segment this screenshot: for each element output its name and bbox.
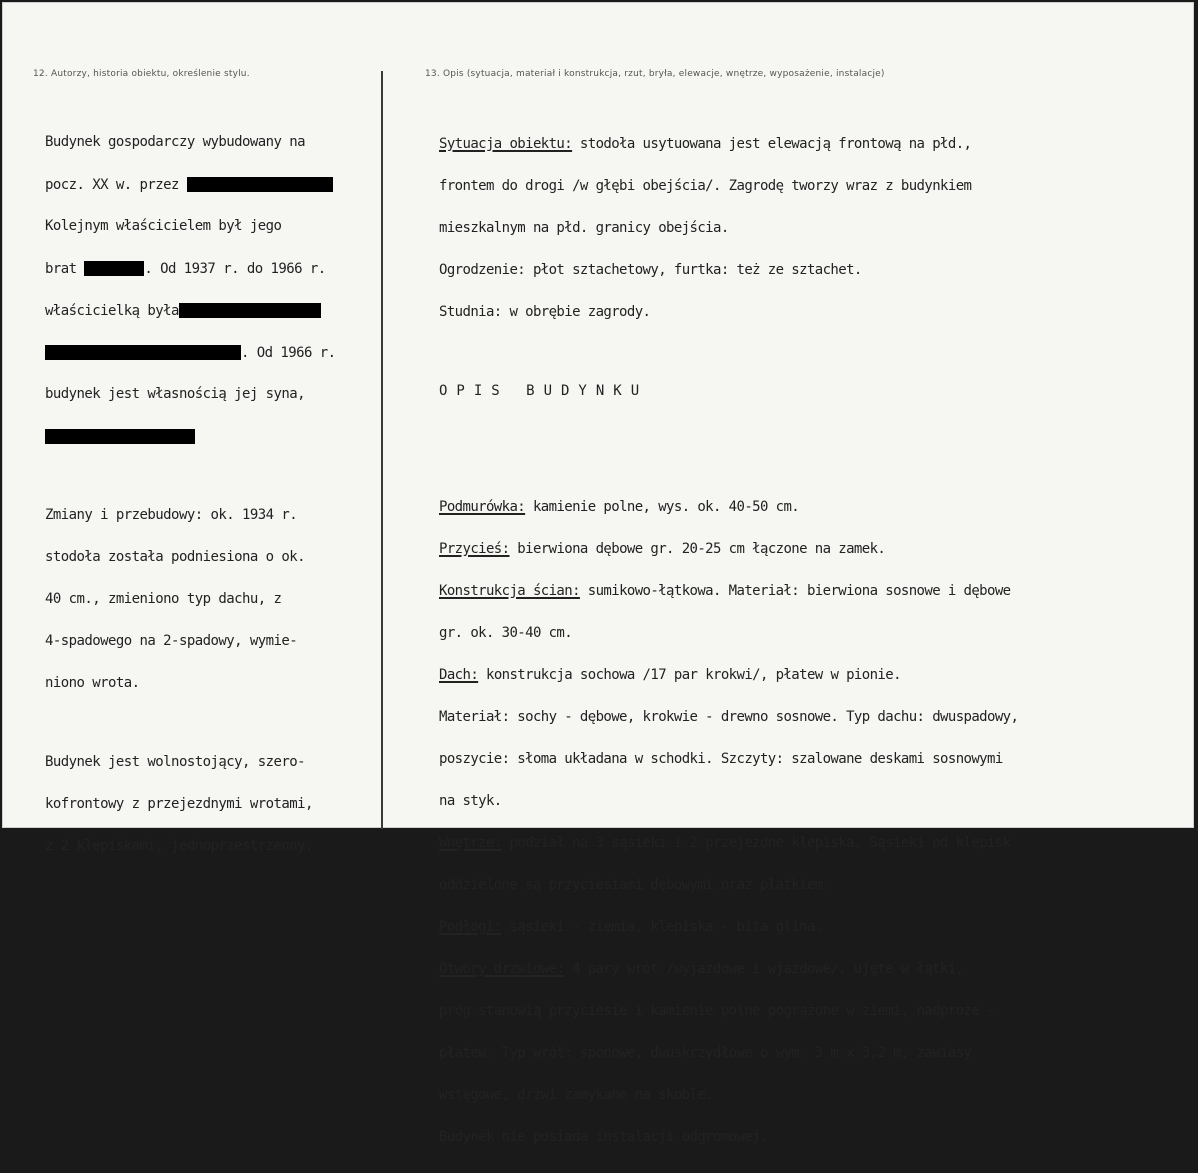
text-span: Zmiany i przebudowy: ok. 1934 r. xyxy=(45,507,298,523)
text-line xyxy=(439,179,1018,193)
text-line xyxy=(45,676,336,690)
text-line xyxy=(439,710,1018,724)
text-line xyxy=(439,1046,1018,1060)
field-label: Przycieś: xyxy=(439,541,510,557)
text-span: sumikowo-łątkowa. Materiał: bierwiona sosnowe i dębowe xyxy=(579,583,1011,599)
text-span: . Od 1966 r. xyxy=(241,345,336,361)
text-span: bierwiona dębowe gr. 20-25 cm łączone na zamek. xyxy=(509,541,886,557)
text-span: właścicielką była xyxy=(45,303,179,319)
text-span: Budynek nie posiada instalacji odgromowej. xyxy=(439,1129,768,1145)
text-span: podział na 3 sąsieki i 2 przejezdne klepiska. Sąsieki od klepisk xyxy=(501,835,1011,851)
field-label: Podmurówka: xyxy=(439,499,526,515)
field-label: Dach: xyxy=(439,667,479,683)
section-title: OPIS BUDYNKU xyxy=(439,383,649,399)
text-span: Ogrodzenie: płot sztachetowy, furtka: też ze sztachet. xyxy=(439,262,862,278)
text-line xyxy=(45,508,336,522)
text-span: płatew. Typ wrót: sponowe, dwuskrzydłowe o wym. 3 m x 3,2 m, zawiasy xyxy=(439,1045,972,1061)
text-line xyxy=(439,305,1018,319)
text-span: poszycie: słoma układana w schodki. Szczyty: szalowane deskami sosnowymi xyxy=(439,751,1003,767)
field-label: Sytuacja obiektu: xyxy=(439,136,573,152)
text-span: konstrukcja sochowa /17 par krokwi/, płatew w pionie. xyxy=(478,667,901,683)
text-line xyxy=(439,384,1018,398)
text-line xyxy=(439,962,1018,976)
redaction-bar xyxy=(84,261,144,276)
text-span: mieszkalnym na płd. granicy obejścia. xyxy=(439,220,729,236)
text-line xyxy=(45,303,336,317)
text-span: . Od 1937 r. do 1966 r. xyxy=(144,261,326,277)
text-span: oddzielone są przyciesiami dębowymi oraz płatkiem. xyxy=(439,877,831,893)
text-line xyxy=(45,634,336,648)
text-line xyxy=(439,263,1018,277)
text-span: gr. ok. 30-40 cm. xyxy=(439,625,573,641)
text-line xyxy=(439,836,1018,850)
text-line xyxy=(439,626,1018,640)
text-line xyxy=(439,878,1018,892)
text-line xyxy=(439,794,1018,808)
text-line xyxy=(45,755,336,769)
text-line xyxy=(439,221,1018,235)
text-line xyxy=(45,592,336,606)
redaction-bar xyxy=(179,303,321,318)
text-line xyxy=(439,1088,1018,1102)
redaction-bar xyxy=(187,177,333,192)
field-label: Konstrukcja ścian: xyxy=(439,583,580,599)
text-line xyxy=(439,584,1018,598)
text-line xyxy=(439,542,1018,556)
text-line xyxy=(439,500,1018,514)
text-span: frontem do drogi /w głębi obejścia/. Zagrodę tworzy wraz z budynkiem xyxy=(439,178,972,194)
text-span: Kolejnym właścicielem był jego xyxy=(45,218,282,234)
text-span: 4-spadowego na 2-spadowy, wymie- xyxy=(45,633,298,649)
record-card xyxy=(2,2,1194,1145)
text-span: Materiał: sochy - dębowe, krokwie - drewno sosnowe. Typ dachu: dwuspadowy, xyxy=(439,709,1019,725)
text-span: Studnia: w obrębie zagrody. xyxy=(439,304,651,320)
text-line xyxy=(45,177,336,191)
text-line xyxy=(45,345,336,359)
text-span: wstęgowe, drzwi zamykane na skoble. xyxy=(439,1087,714,1103)
text-line xyxy=(45,839,336,853)
text-span: budynek jest własnością jej syna, xyxy=(45,386,305,402)
text-line xyxy=(439,920,1018,934)
text-line xyxy=(45,797,336,811)
redaction-bar xyxy=(45,345,241,360)
text-span: niono wrota. xyxy=(45,675,140,691)
text-span: brat xyxy=(45,261,77,277)
description-text xyxy=(439,109,1018,1172)
text-line xyxy=(439,1004,1018,1018)
text-span: Budynek gospodarczy wybudowany na xyxy=(45,134,305,150)
left-column-header: 12. Autorzy, historia obiektu, określenie stylu. xyxy=(33,69,250,79)
text-line xyxy=(45,261,336,275)
field-label: Wnętrze: xyxy=(439,835,502,851)
text-span: stodoła została podniesiona o ok. xyxy=(45,549,305,565)
text-span: 40 cm., zmieniono typ dachu, z xyxy=(45,591,282,607)
text-span: Budynek jest wolnostojący, szero- xyxy=(45,754,305,770)
text-span: na styk. xyxy=(439,793,502,809)
field-label: Podłogi: xyxy=(439,919,502,935)
text-span: z 2 klepiskami, jednoprzestrzenny. xyxy=(45,838,313,854)
field-label: Otwory drzwiowe: xyxy=(439,961,565,977)
text-span: kofrontowy z przejezdnymi wrotami, xyxy=(45,796,313,812)
text-line xyxy=(439,1130,1018,1144)
text-span: 4 pary wrót /wyjazdowe i wjazdowe/, ujęte w łątki, xyxy=(564,961,964,977)
text-span: sąsieki - ziemia, klepiska - bita glina. xyxy=(501,919,823,935)
text-line xyxy=(45,219,336,233)
text-span: kamienie polne, wys. ok. 40-50 cm. xyxy=(525,499,800,515)
right-column-header: 13. Opis (sytuacja, materiał i konstrukcja, rzut, bryła, elewacje, wnętrze, wyposażenie, instalacje) xyxy=(425,69,885,79)
redaction-bar xyxy=(45,429,195,444)
history-text xyxy=(45,107,336,881)
text-line xyxy=(45,387,336,401)
text-span: próg stanowią przyciesie i kamienie polne pogrążone w ziemi, nadproże - xyxy=(439,1003,995,1019)
text-line xyxy=(45,550,336,564)
text-line xyxy=(45,429,336,443)
column-divider xyxy=(381,71,383,829)
text-span: pocz. XX w. przez xyxy=(45,177,179,193)
text-span: stodoła usytuowana jest elewacją frontową na płd., xyxy=(572,136,972,152)
text-line xyxy=(439,137,1018,151)
text-line xyxy=(45,135,336,149)
text-line xyxy=(439,668,1018,682)
text-line xyxy=(439,752,1018,766)
